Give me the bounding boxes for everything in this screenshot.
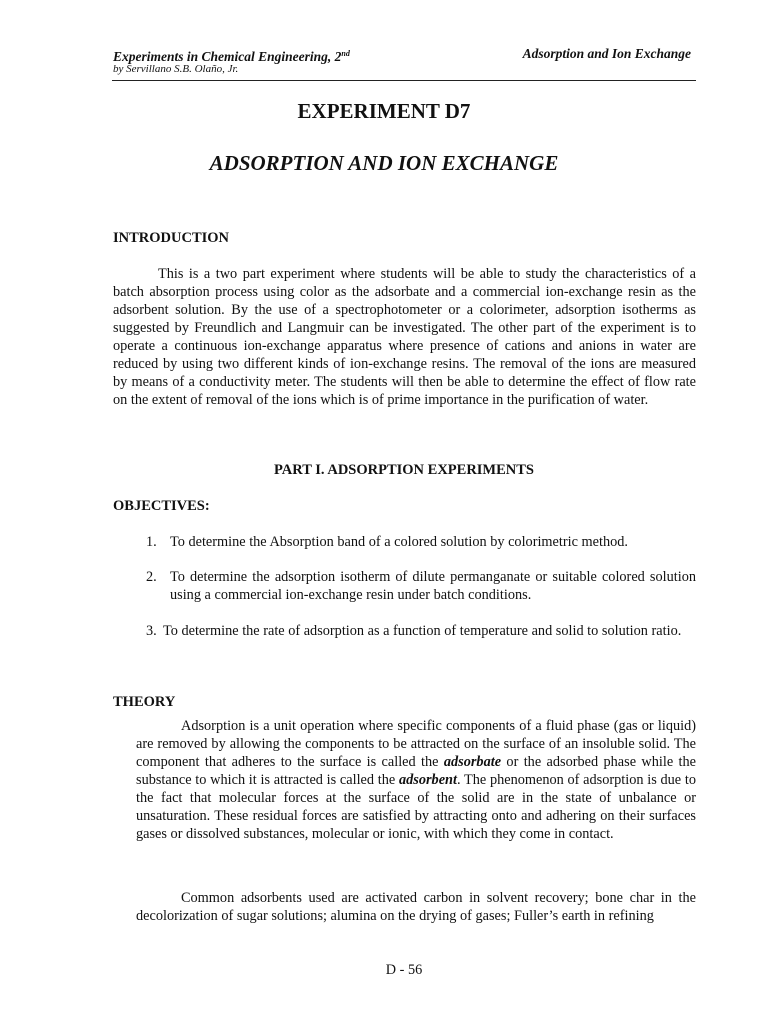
- objective-text: To determine the Absorption band of a colored solution by colorimetric method.: [170, 534, 628, 550]
- objective-number: 1.: [146, 534, 157, 550]
- experiment-title: EXPERIMENT D7: [297, 99, 471, 123]
- page-number: D - 56: [385, 962, 423, 978]
- experiment-subtitle: ADSORPTION AND ION EXCHANGE: [209, 151, 559, 175]
- objective-number: 2.: [146, 569, 157, 585]
- term-adsorbent: adsorbent: [398, 772, 457, 788]
- part1-heading: PART I. ADSORPTION EXPERIMENTS: [274, 462, 534, 478]
- objective-item: [146, 533, 696, 551]
- objectives-heading: OBJECTIVES:: [113, 498, 210, 514]
- header-divider: [112, 80, 696, 81]
- theory-paragraph-2: Common adsorbents used are activated carbon in solvent recovery; bone char in the decolorization of sugar solutions; alumina on the drying of gases; Fuller’s earth in refining: [136, 890, 696, 924]
- edition-superscript: nd: [341, 49, 350, 58]
- objective-text: To determine the adsorption isotherm of dilute permanganate or suitable colored solution using a commercial ion-exchange resin under batch conditions.: [170, 569, 696, 603]
- theory-heading: THEORY: [113, 694, 176, 710]
- introduction-heading: INTRODUCTION: [113, 230, 230, 246]
- introduction-paragraph: This is a two part experiment where students will be able to study the characteristics of a batch absorption process using color as the adsorbate and a commercial ion-exchange resin as the adsorbent solution. By the use of a spectrophotometer or a colorimeter, adsorption isotherms as suggested by Freundlich and Langmuir can be investigated. The other part of the experiment is to operate a continuous ion-exchange apparatus where presence of cations and anions in water are reduced by using two different kinds of ion-exchange resins. The removal of the ions are measured by means of a conductivity meter. The students will then be able to determine the effect of flow rate on the extent of removal of the ions which is of prime importance in the purification of water.: [113, 266, 696, 408]
- theory-paragraph-1: Adsorption is a unit operation where specific components of a fluid phase (gas or liquid) are removed by allowing the components to be attracted on the surface of an insoluble solid. The component that adheres to the surface is called the adsorbate or the adsorbed phase while the substance to which it is attracted is called the adsorbent. The phenomenon of adsorption is due to the fact that molecular forces at the surface of the solid are in the state of unbalance or unsaturation. These residual forces are satisfied by attracting onto and adhering on their surfaces gases or dissolved substances, molecular or ionic, with which they come in contact.: [136, 718, 696, 842]
- author-line: by Servillano S.B. Olaño, Jr.: [113, 63, 239, 75]
- objective-item: [146, 568, 696, 604]
- objective-number: 3.: [146, 623, 157, 639]
- term-adsorbate: adsorbate: [443, 754, 502, 770]
- book-title: Experiments in Chemical Engineering, 2nd: [113, 49, 350, 64]
- chapter-title: Adsorption and Ion Exchange: [522, 46, 691, 61]
- objective-item: [146, 622, 696, 640]
- objective-text: To determine the rate of adsorption as a function of temperature and solid to solution ratio.: [163, 623, 682, 639]
